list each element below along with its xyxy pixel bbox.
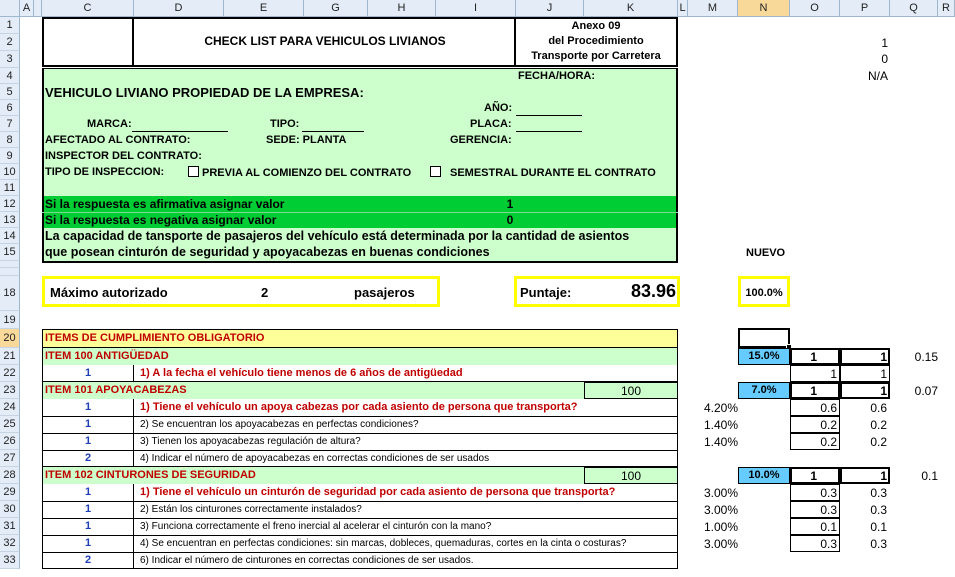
row-header[interactable]: 5 bbox=[0, 84, 20, 100]
item100-pct: 15.0% bbox=[748, 350, 780, 362]
row-header[interactable]: 30 bbox=[0, 501, 20, 518]
checkbox-semestral[interactable] bbox=[430, 166, 441, 177]
row-header[interactable]: 19 bbox=[0, 311, 20, 329]
rule-afirmativa: Si la respuesta es afirmativa asignar valor bbox=[45, 197, 285, 211]
col-header-o[interactable]: O bbox=[790, 0, 840, 17]
col-header-j[interactable]: J bbox=[516, 0, 584, 17]
ano-underline[interactable] bbox=[516, 115, 582, 116]
annex-line3: Transporte por Carretera bbox=[531, 50, 661, 62]
items-header: ITEMS DE CUMPLIMIENTO OBLIGATORIO bbox=[45, 332, 265, 344]
item100-o: 1 bbox=[810, 350, 817, 364]
item100-q1-p: 1 bbox=[880, 367, 887, 381]
marca-underline[interactable] bbox=[132, 131, 228, 132]
row-header[interactable]: 20 bbox=[0, 329, 20, 348]
item102-q2-m: 3.00% bbox=[703, 503, 738, 517]
item102-q3-m: 1.00% bbox=[703, 520, 738, 534]
row-header[interactable] bbox=[0, 261, 20, 268]
option-previa-label: PREVIA AL COMIENZO DEL CONTRATO bbox=[202, 167, 412, 179]
option-semestral-label: SEMESTRAL DURANTE EL CONTRATO bbox=[450, 167, 656, 179]
tipo-inspeccion-label: TIPO DE INSPECCION: bbox=[45, 166, 165, 178]
row-header[interactable]: 9 bbox=[0, 148, 20, 164]
item101-q3-m: 1.40% bbox=[703, 435, 738, 449]
item100-q1-text: 1) A la fecha el vehículo tiene menos de 6 años de antigüedad bbox=[140, 367, 463, 379]
row-header[interactable] bbox=[0, 268, 20, 276]
row-header[interactable]: 15 bbox=[0, 244, 20, 261]
item102-q-divider bbox=[42, 535, 678, 536]
right-value-na: N/A bbox=[867, 69, 888, 83]
item100-label: ITEM 100 ANTIGÜEDAD bbox=[45, 350, 169, 362]
item102-q5-text: 6) Indicar el número de cinturones en correctas condiciones de ser usados. bbox=[140, 555, 474, 566]
row-header[interactable]: 26 bbox=[0, 433, 20, 450]
puntaje-value: 83.96 bbox=[630, 281, 676, 301]
col-header-e[interactable]: E bbox=[224, 0, 304, 17]
item101-p: 1 bbox=[880, 384, 887, 398]
item101-q-divider bbox=[42, 450, 678, 451]
row-header[interactable]: 25 bbox=[0, 416, 20, 433]
select-all-corner[interactable] bbox=[0, 0, 20, 17]
item101-q1-p: 0.6 bbox=[870, 401, 887, 415]
item101-label: ITEM 101 APOYACABEZAS bbox=[45, 384, 187, 396]
capacidad-line2: que posean cinturón de seguridad y apoyacabezas en buenas condiciones bbox=[45, 245, 490, 259]
row-header[interactable]: 10 bbox=[0, 164, 20, 180]
title-left-box[interactable] bbox=[42, 17, 134, 67]
row-header[interactable]: 2 bbox=[0, 34, 20, 51]
ano-label: AÑO: bbox=[484, 102, 513, 114]
puntaje-label: Puntaje: bbox=[520, 285, 572, 300]
item100-p: 1 bbox=[880, 350, 887, 364]
row-header[interactable]: 22 bbox=[0, 365, 20, 382]
item101-q3-p: 0.2 bbox=[870, 435, 887, 449]
item102-q1-o: 0.3 bbox=[820, 486, 837, 500]
right-value-1: 1 bbox=[881, 36, 888, 50]
annex-line2: del Procedimiento bbox=[548, 35, 644, 47]
col-header-g[interactable]: G bbox=[304, 0, 368, 17]
rule-negativa: Si la respuesta es negativa asignar valor bbox=[45, 213, 277, 227]
item101-q1-value[interactable]: 1 bbox=[84, 401, 92, 413]
sheet-title: CHECK LIST PARA VEHICULOS LIVIANOS bbox=[204, 34, 446, 48]
worksheet-grid[interactable] bbox=[20, 17, 955, 577]
item102-score: 100 bbox=[620, 469, 642, 483]
max-authorized-value: 2 bbox=[261, 285, 269, 300]
col-header-n[interactable]: N bbox=[738, 0, 790, 17]
item102-q3-text: 3) Funciona correctamente el freno inercial al acelerar el cinturón con la mano? bbox=[140, 521, 492, 532]
capacidad-line1: La capacidad de tansporte de pasajeros del vehículo está determinada por la cantidad de asientos bbox=[45, 229, 630, 243]
item102-q4-m: 3.00% bbox=[703, 537, 738, 551]
col-header-a[interactable]: A bbox=[20, 0, 34, 17]
row-header[interactable]: 6 bbox=[0, 100, 20, 116]
item101-q2-m: 1.40% bbox=[703, 418, 738, 432]
tipo-label: TIPO: bbox=[270, 118, 300, 130]
marca-label: MARCA: bbox=[87, 118, 132, 130]
row-header[interactable]: 1 bbox=[0, 17, 20, 34]
max-authorized-unit: pasajeros bbox=[354, 285, 415, 300]
row-header[interactable]: 4 bbox=[0, 68, 20, 84]
item101-q2-o: 0.2 bbox=[820, 418, 837, 432]
row-header[interactable]: 24 bbox=[0, 399, 20, 416]
item102-q1-value[interactable]: 1 bbox=[84, 486, 92, 498]
item101-q2-value[interactable]: 1 bbox=[84, 418, 92, 430]
item101-q4-value[interactable]: 2 bbox=[84, 452, 92, 464]
item101-score: 100 bbox=[620, 384, 642, 398]
item101-q-divider bbox=[42, 416, 678, 417]
col-header-k[interactable]: K bbox=[584, 0, 678, 17]
item102-q-divider bbox=[42, 552, 678, 553]
item102-q4-text: 4) Se encuentran en perfectas condiciones: sin marcas, dobleces, quemaduras, cortes en la cinta o costuras? bbox=[140, 538, 627, 549]
item101-q4-text: 4) Indicar el número de apoyacabezas en correctas condiciones de ser usados bbox=[140, 453, 490, 464]
placa-underline[interactable] bbox=[516, 131, 582, 132]
item101-q3-text: 3) Tienen los apoyacabezas regulación de altura? bbox=[140, 436, 361, 447]
item102-q-divider bbox=[42, 518, 678, 519]
item102-q1-p: 0.3 bbox=[870, 486, 887, 500]
col-header-r[interactable]: R bbox=[938, 0, 955, 17]
row-header[interactable]: 11 bbox=[0, 180, 20, 196]
option-semestral[interactable] bbox=[430, 166, 656, 179]
item101-q1-m: 4.20% bbox=[703, 401, 738, 415]
afectado-label: AFECTADO AL CONTRATO: bbox=[45, 134, 191, 146]
fecha-label: FECHA/HORA: bbox=[518, 70, 595, 82]
item102-label: ITEM 102 CINTURONES DE SEGURIDAD bbox=[45, 469, 256, 481]
item101-q: 0.07 bbox=[914, 384, 938, 398]
rule-afirmativa-value: 1 bbox=[506, 197, 514, 211]
placa-label: PLACA: bbox=[470, 118, 512, 130]
item102-q: 0.1 bbox=[921, 469, 938, 483]
col-header-c[interactable]: C bbox=[42, 0, 134, 17]
tipo-underline[interactable] bbox=[302, 131, 364, 132]
col-header-d[interactable]: D bbox=[134, 0, 224, 17]
item102-p: 1 bbox=[880, 469, 887, 483]
annex-line1: Anexo 09 bbox=[571, 20, 621, 32]
col-header-m[interactable]: M bbox=[688, 0, 738, 17]
row-header[interactable]: 23 bbox=[0, 382, 20, 399]
col-header-p[interactable]: P bbox=[840, 0, 890, 17]
right-value-0: 0 bbox=[881, 52, 888, 66]
max-authorized-label: Máximo autorizado bbox=[50, 285, 168, 300]
col-header-i[interactable]: I bbox=[436, 0, 516, 17]
item102-q3-o: 0.1 bbox=[820, 520, 837, 534]
item102-q1-m: 3.00% bbox=[703, 486, 738, 500]
item100-q1-value: 1 bbox=[84, 367, 92, 379]
item102-q2-text: 2) Están los cinturones correctamente instalados? bbox=[140, 504, 362, 515]
row-header[interactable]: 8 bbox=[0, 132, 20, 148]
pct-value: 100.0% bbox=[745, 287, 783, 299]
row-header[interactable]: 7 bbox=[0, 116, 20, 132]
item102-q1-text: 1) Tiene el vehículo un cinturón de seguridad por cada asiento de persona que transporta? bbox=[140, 486, 616, 498]
col-header-b[interactable] bbox=[34, 0, 42, 17]
item102-q2-value[interactable]: 1 bbox=[84, 503, 92, 515]
item101-q-divider bbox=[42, 433, 678, 434]
item101-o: 1 bbox=[810, 384, 817, 398]
sede-label: SEDE: PLANTA bbox=[266, 134, 347, 146]
item101-q1-o: 0.6 bbox=[820, 401, 837, 415]
item101-q3-o: 0.2 bbox=[820, 435, 837, 449]
item100-q: 0.15 bbox=[914, 350, 938, 364]
item102-q3-value[interactable]: 1 bbox=[84, 520, 92, 532]
item101-q2-p: 0.2 bbox=[870, 418, 887, 432]
gerencia-label: GERENCIA: bbox=[450, 134, 512, 146]
item102-q4-value[interactable]: 1 bbox=[84, 537, 92, 549]
item101-q1-text: 1) Tiene el vehículo un apoya cabezas por cada asiento de persona que transporta? bbox=[140, 401, 578, 413]
option-previa[interactable] bbox=[188, 166, 411, 179]
row-header[interactable]: 31 bbox=[0, 518, 20, 535]
item102-q2-o: 0.3 bbox=[820, 503, 837, 517]
item102-q3-p: 0.1 bbox=[870, 520, 887, 534]
item102-q4-p: 0.3 bbox=[870, 537, 887, 551]
item102-pct: 10.0% bbox=[748, 469, 780, 481]
item101-q2-text: 2) Se encuentran los apoyacabezas en perfectas condiciones? bbox=[140, 419, 419, 430]
item102-o: 1 bbox=[810, 469, 817, 483]
inspector-label: INSPECTOR DEL CONTRATO: bbox=[45, 150, 202, 162]
row-header[interactable]: 18 bbox=[0, 276, 20, 311]
row-header[interactable]: 12 bbox=[0, 196, 20, 212]
row-header[interactable]: 21 bbox=[0, 348, 20, 365]
rule-negativa-value: 0 bbox=[506, 213, 514, 227]
selected-cell-n20[interactable] bbox=[738, 328, 790, 348]
item101-q3-value[interactable]: 1 bbox=[84, 435, 92, 447]
item102-q2-p: 0.3 bbox=[870, 503, 887, 517]
nuevo-label: NUEVO bbox=[746, 247, 786, 259]
row-header[interactable]: 28 bbox=[0, 467, 20, 484]
row-header[interactable]: 14 bbox=[0, 228, 20, 244]
checkbox-previa[interactable] bbox=[188, 166, 199, 177]
vehicle-title: VEHICULO LIVIANO PROPIEDAD DE LA EMPRESA: bbox=[45, 85, 364, 100]
item101-pct: 7.0% bbox=[751, 384, 777, 396]
col-header-h[interactable]: H bbox=[368, 0, 436, 17]
row-header[interactable]: 13 bbox=[0, 212, 20, 228]
item102-q5-value[interactable]: 2 bbox=[84, 554, 92, 566]
row-header[interactable]: 32 bbox=[0, 535, 20, 552]
row-header[interactable]: 33 bbox=[0, 552, 20, 569]
row-header[interactable]: 3 bbox=[0, 51, 20, 68]
col-header-l[interactable]: L bbox=[678, 0, 688, 17]
row-header[interactable]: 27 bbox=[0, 450, 20, 467]
col-header-q[interactable]: Q bbox=[890, 0, 938, 17]
item102-q4-o: 0.3 bbox=[820, 537, 837, 551]
item102-q-divider bbox=[42, 501, 678, 502]
row-header[interactable]: 29 bbox=[0, 484, 20, 501]
item100-q1-o: 1 bbox=[830, 367, 837, 381]
